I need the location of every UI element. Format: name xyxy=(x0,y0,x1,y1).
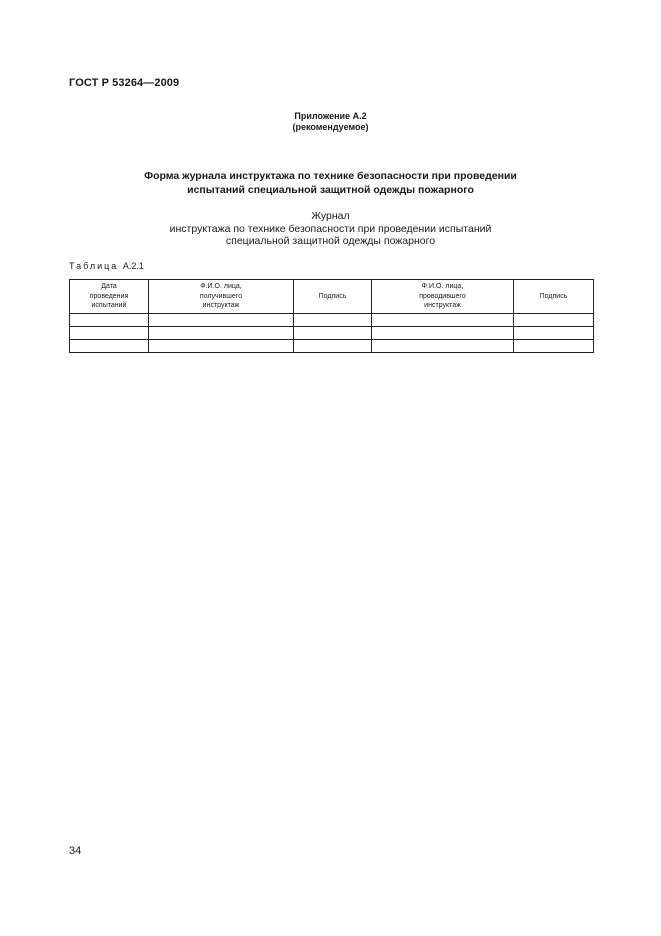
table-cell xyxy=(149,340,294,353)
document-code: ГОСТ Р 53264—2009 xyxy=(69,77,180,89)
table-cell xyxy=(294,327,372,340)
column-header-instructor-name: Ф.И.О. лица, проводившего инструктаж xyxy=(372,280,514,314)
journal-line-1: инструктажа по технике безопасности при проведении испытаний xyxy=(169,222,492,235)
table-header-row xyxy=(70,280,594,314)
form-title xyxy=(100,169,561,197)
form-title-line-1: Форма журнала инструктажа по технике безопасности при проведении xyxy=(144,170,517,182)
column-header-trainee-name: Ф.И.О. лица, получившего инструктаж xyxy=(149,280,294,314)
journal-heading-block xyxy=(100,210,561,248)
table-cell xyxy=(372,340,514,353)
table-cell xyxy=(294,340,372,353)
table-row xyxy=(70,314,594,327)
table-cell xyxy=(294,314,372,327)
table-cell xyxy=(70,327,149,340)
table-cell xyxy=(514,314,594,327)
appendix-title: Приложение А.2 xyxy=(294,111,367,121)
table-cell xyxy=(70,340,149,353)
table-cell xyxy=(514,327,594,340)
table-row xyxy=(70,340,594,353)
table-cell xyxy=(372,314,514,327)
table-row xyxy=(70,327,594,340)
journal-line-2: специальной защитной одежды пожарного xyxy=(225,235,436,247)
table-cell xyxy=(149,327,294,340)
table-cell xyxy=(149,314,294,327)
table-label xyxy=(69,261,144,271)
column-header-trainee-signature: Подпись xyxy=(294,280,372,314)
table-cell xyxy=(514,340,594,353)
column-header-date: Дата проведения испытаний xyxy=(70,280,149,314)
table-cell xyxy=(372,327,514,340)
page-number: 34 xyxy=(69,845,82,857)
table-label-number: А.2.1 xyxy=(122,261,144,271)
table-cell xyxy=(70,314,149,327)
journal-heading: Журнал xyxy=(311,210,350,222)
form-title-line-2: испытаний специальной защитной одежды пожарного xyxy=(187,184,474,196)
journal-table xyxy=(69,279,594,353)
table-label-word: Таблица xyxy=(69,261,119,271)
appendix-subtitle: (рекомендуемое) xyxy=(292,122,369,132)
column-header-instructor-signature: Подпись xyxy=(514,280,594,314)
